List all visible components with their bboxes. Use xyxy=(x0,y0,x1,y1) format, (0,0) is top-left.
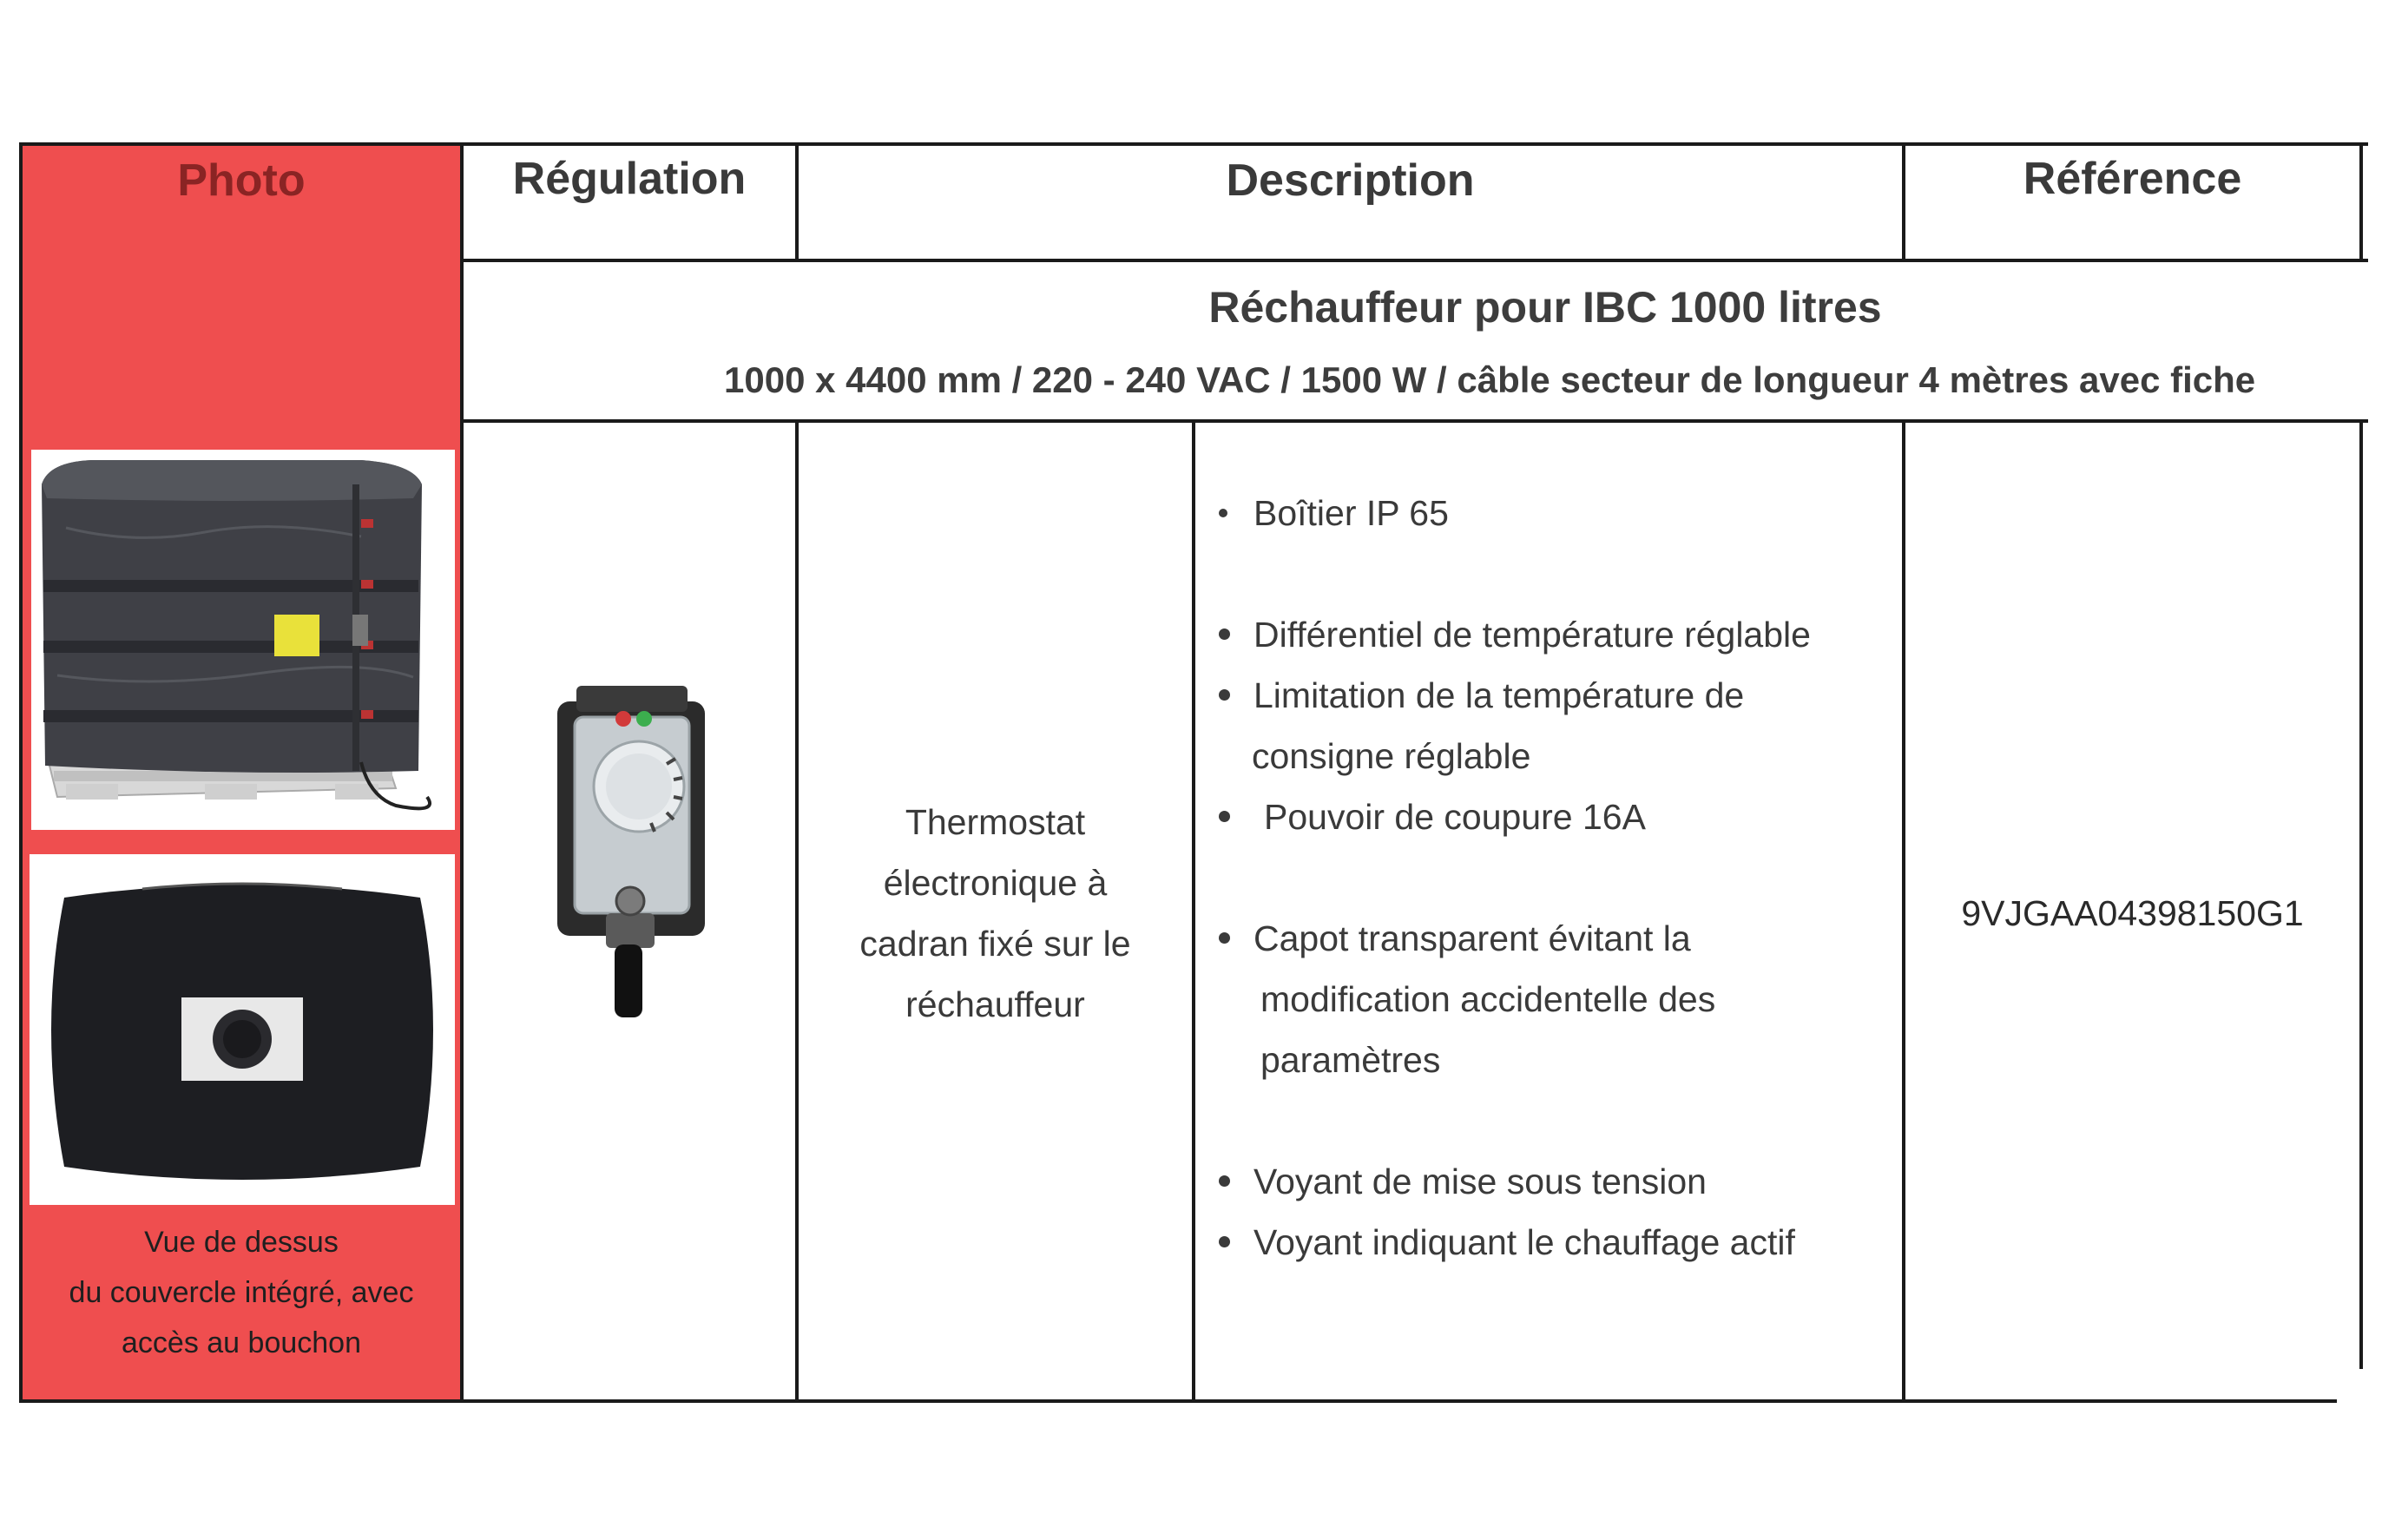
description-list xyxy=(1254,0,1896,1399)
table-right-border-lower xyxy=(2359,419,2363,1369)
header-description: Description xyxy=(1226,155,1475,206)
bullet-icon xyxy=(1219,689,1230,701)
description-item: Voyant indiquant le chauffage actif xyxy=(1254,1212,1795,1273)
photo-right-border xyxy=(460,142,464,1403)
description-item: Boîtier IP 65 xyxy=(1254,483,1449,543)
photo-caption-line3: accès au bouchon xyxy=(122,1326,361,1359)
description-item-continuation: consigne réglable xyxy=(1252,736,1531,776)
regulation-line4: réchauffeur xyxy=(905,984,1085,1024)
regulation-line3: cadran fixé sur le xyxy=(859,924,1131,964)
regulation-line2: électronique à xyxy=(883,863,1108,903)
ibc-heater-photo xyxy=(31,450,455,830)
description-item: Différentiel de température réglable xyxy=(1254,604,1811,665)
desc-left-border-lower xyxy=(1192,419,1195,1403)
table-bottom-border xyxy=(19,1399,2337,1403)
bullet-icon xyxy=(1219,932,1230,944)
table-top-border xyxy=(19,142,2368,146)
thermostat-photo xyxy=(536,667,719,1017)
bullet-icon xyxy=(1219,1175,1230,1187)
description-item: Capot transparent évitant la xyxy=(1254,908,1691,969)
description-item: Pouvoir de coupure 16A xyxy=(1264,786,1646,847)
description-item-continuation: modification accidentelle des xyxy=(1260,979,1716,1019)
regulation-line1: Thermostat xyxy=(905,802,1086,842)
description-item: Voyant de mise sous tension xyxy=(1254,1151,1707,1212)
top-cover-photo xyxy=(30,854,455,1205)
photo-caption-line2: du couvercle intégré, avec xyxy=(69,1276,414,1309)
bullet-icon xyxy=(1219,1236,1230,1247)
header-reference: Référence xyxy=(2023,154,2242,204)
description-item-continuation: paramètres xyxy=(1260,1040,1441,1080)
bullet-icon xyxy=(1219,629,1230,640)
header-photo: Photo xyxy=(177,155,306,206)
description-item: Limitation de la température de xyxy=(1254,665,1744,726)
reference-code: 9VJGAA04398150G1 xyxy=(1961,893,2304,933)
table-left-border xyxy=(19,142,23,1403)
table-right-border xyxy=(2359,142,2363,260)
photo-caption-line1: Vue de dessus xyxy=(144,1226,339,1259)
bullet-icon xyxy=(1219,509,1227,517)
bullet-icon xyxy=(1219,811,1230,822)
product-specs: 1000 x 4400 mm / 220 - 240 VAC / 1500 W / câble secteur de longueur 4 mètres avec fiche xyxy=(724,359,2256,400)
header-regulation: Régulation xyxy=(512,154,747,204)
product-title: Réchauffeur pour IBC 1000 litres xyxy=(1208,283,1882,332)
